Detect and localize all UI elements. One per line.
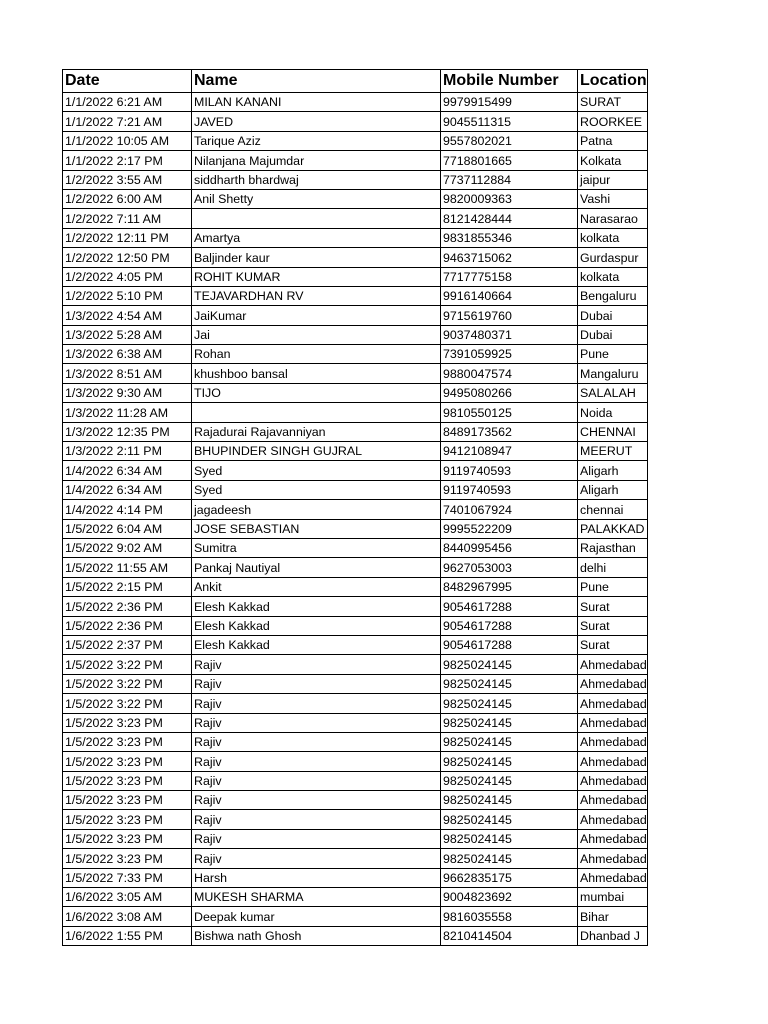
cell-mobile-number[interactable]: 9825024145 (441, 655, 578, 674)
cell-mobile-number[interactable]: 9825024145 (441, 771, 578, 790)
cell-location[interactable]: CHENNAI (578, 422, 648, 441)
cell-mobile-number[interactable]: 9825024145 (441, 674, 578, 693)
table-row (63, 383, 648, 402)
cell-name[interactable]: Pankaj Nautiyal (192, 558, 441, 577)
cell-date[interactable]: 1/4/2022 6:34 AM (63, 480, 192, 499)
table-row (63, 500, 648, 519)
cell-location[interactable]: Pune (578, 345, 648, 364)
cell-location[interactable]: Ahmedabad (578, 752, 648, 771)
cell-mobile-number[interactable]: 9054617288 (441, 597, 578, 616)
cell-mobile-number[interactable]: 9412108947 (441, 442, 578, 461)
table-row (63, 771, 648, 790)
cell-date[interactable]: 1/2/2022 12:11 PM (63, 228, 192, 247)
cell-name[interactable]: JOSE SEBASTIAN (192, 519, 441, 538)
cell-name[interactable]: Deepak kumar (192, 907, 441, 926)
cell-location[interactable]: Dubai (578, 306, 648, 325)
cell-name[interactable]: ROHIT KUMAR (192, 267, 441, 286)
cell-location[interactable]: Gurdaspur (578, 248, 648, 267)
cell-mobile-number[interactable]: 9054617288 (441, 616, 578, 635)
cell-date[interactable]: 1/5/2022 11:55 AM (63, 558, 192, 577)
cell-location[interactable]: jaipur (578, 170, 648, 189)
cell-location[interactable]: Ahmedabad (578, 713, 648, 732)
cell-date[interactable]: 1/1/2022 10:05 AM (63, 131, 192, 150)
cell-location[interactable]: Mangaluru (578, 364, 648, 383)
header-mobile-number: Mobile Number (441, 70, 578, 93)
cell-name[interactable]: Rajiv (192, 810, 441, 829)
cell-mobile-number[interactable]: 9825024145 (441, 791, 578, 810)
table-row (63, 112, 648, 131)
cell-date[interactable]: 1/5/2022 2:37 PM (63, 635, 192, 654)
table-row (63, 674, 648, 693)
cell-date[interactable]: 1/2/2022 12:50 PM (63, 248, 192, 267)
cell-date[interactable]: 1/6/2022 3:05 AM (63, 888, 192, 907)
cell-mobile-number[interactable]: 8482967995 (441, 577, 578, 596)
header-date: Date (63, 70, 192, 93)
cell-mobile-number[interactable]: 9820009363 (441, 189, 578, 208)
cell-mobile-number[interactable]: 9715619760 (441, 306, 578, 325)
cell-location[interactable]: Ahmedabad (578, 674, 648, 693)
cell-location[interactable]: Vashi (578, 189, 648, 208)
cell-mobile-number[interactable]: 9810550125 (441, 403, 578, 422)
cell-name[interactable]: Amartya (192, 228, 441, 247)
cell-date[interactable]: 1/5/2022 3:23 PM (63, 752, 192, 771)
table-row (63, 364, 648, 383)
table-row (63, 655, 648, 674)
cell-location[interactable]: Kolkata (578, 151, 648, 170)
table-row (63, 228, 648, 247)
cell-date[interactable]: 1/5/2022 2:36 PM (63, 597, 192, 616)
cell-name[interactable]: Rajadurai Rajavanniyan (192, 422, 441, 441)
table-row (63, 713, 648, 732)
table-row (63, 480, 648, 499)
cell-mobile-number[interactable]: 9825024145 (441, 713, 578, 732)
table-row (63, 888, 648, 907)
cell-name[interactable]: Bishwa nath Ghosh (192, 926, 441, 945)
cell-location[interactable]: Ahmedabad (578, 791, 648, 810)
cell-mobile-number[interactable]: 9495080266 (441, 383, 578, 402)
cell-date[interactable]: 1/1/2022 2:17 PM (63, 151, 192, 170)
cell-location[interactable]: Ahmedabad (578, 849, 648, 868)
cell-date[interactable]: 1/5/2022 3:22 PM (63, 655, 192, 674)
cell-mobile-number[interactable]: 7391059925 (441, 345, 578, 364)
table-row (63, 306, 648, 325)
cell-mobile-number[interactable]: 9825024145 (441, 732, 578, 751)
cell-date[interactable]: 1/5/2022 9:02 AM (63, 538, 192, 557)
cell-mobile-number[interactable]: 8210414504 (441, 926, 578, 945)
cell-name[interactable] (192, 209, 441, 228)
cell-mobile-number[interactable]: 9037480371 (441, 325, 578, 344)
cell-name[interactable]: Rajiv (192, 674, 441, 693)
cell-date[interactable]: 1/5/2022 3:23 PM (63, 810, 192, 829)
cell-date[interactable]: 1/3/2022 6:38 AM (63, 345, 192, 364)
cell-name[interactable]: Sumitra (192, 538, 441, 557)
cell-name[interactable]: Baljinder kaur (192, 248, 441, 267)
cell-name[interactable]: Harsh (192, 868, 441, 887)
cell-location[interactable]: Pune (578, 577, 648, 596)
cell-date[interactable]: 1/5/2022 3:23 PM (63, 713, 192, 732)
cell-name[interactable]: Syed (192, 480, 441, 499)
cell-date[interactable]: 1/6/2022 3:08 AM (63, 907, 192, 926)
cell-mobile-number[interactable]: 9825024145 (441, 694, 578, 713)
cell-name[interactable]: khushboo bansal (192, 364, 441, 383)
table-row (63, 209, 648, 228)
cell-date[interactable]: 1/3/2022 8:51 AM (63, 364, 192, 383)
cell-date[interactable]: 1/2/2022 6:00 AM (63, 189, 192, 208)
cell-date[interactable]: 1/2/2022 5:10 PM (63, 286, 192, 305)
cell-mobile-number[interactable]: 8440995456 (441, 538, 578, 557)
cell-date[interactable]: 1/5/2022 3:23 PM (63, 791, 192, 810)
cell-mobile-number[interactable]: 9463715062 (441, 248, 578, 267)
table-row (63, 538, 648, 557)
table-row (63, 577, 648, 596)
cell-name[interactable]: Anil Shetty (192, 189, 441, 208)
cell-location[interactable]: Ahmedabad (578, 694, 648, 713)
table-row (63, 403, 648, 422)
cell-date[interactable]: 1/6/2022 1:55 PM (63, 926, 192, 945)
table-row (63, 131, 648, 150)
cell-date[interactable]: 1/5/2022 3:22 PM (63, 694, 192, 713)
cell-name[interactable]: Tarique Aziz (192, 131, 441, 150)
cell-name[interactable]: Syed (192, 461, 441, 480)
cell-date[interactable]: 1/3/2022 11:28 AM (63, 403, 192, 422)
cell-location[interactable]: Bihar (578, 907, 648, 926)
table-body (63, 93, 648, 946)
table-row (63, 170, 648, 189)
cell-name[interactable] (192, 403, 441, 422)
cell-name[interactable]: Nilanjana Majumdar (192, 151, 441, 170)
cell-mobile-number[interactable]: 9627053003 (441, 558, 578, 577)
cell-date[interactable]: 1/5/2022 7:33 PM (63, 868, 192, 887)
cell-date[interactable]: 1/5/2022 3:22 PM (63, 674, 192, 693)
cell-mobile-number[interactable]: 9557802021 (441, 131, 578, 150)
cell-mobile-number[interactable]: 7717775158 (441, 267, 578, 286)
table-row (63, 907, 648, 926)
cell-location[interactable]: Patna (578, 131, 648, 150)
cell-location[interactable]: Surat (578, 616, 648, 635)
cell-date[interactable]: 1/3/2022 2:11 PM (63, 442, 192, 461)
cell-date[interactable]: 1/5/2022 3:23 PM (63, 829, 192, 848)
table-row (63, 286, 648, 305)
table-row (63, 752, 648, 771)
cell-location[interactable]: ROORKEE (578, 112, 648, 131)
cell-location[interactable]: Dubai (578, 325, 648, 344)
cell-mobile-number[interactable]: 9825024145 (441, 849, 578, 868)
cell-mobile-number[interactable]: 7401067924 (441, 500, 578, 519)
cell-mobile-number[interactable]: 7718801665 (441, 151, 578, 170)
cell-location[interactable]: chennai (578, 500, 648, 519)
table-row (63, 694, 648, 713)
cell-location[interactable]: Narasarao (578, 209, 648, 228)
header-name: Name (192, 70, 441, 93)
cell-date[interactable]: 1/5/2022 6:04 AM (63, 519, 192, 538)
cell-location[interactable]: Noida (578, 403, 648, 422)
cell-mobile-number[interactable]: 9825024145 (441, 810, 578, 829)
cell-location[interactable]: kolkata (578, 267, 648, 286)
cell-date[interactable]: 1/3/2022 4:54 AM (63, 306, 192, 325)
table-row (63, 267, 648, 286)
cell-date[interactable]: 1/5/2022 3:23 PM (63, 771, 192, 790)
cell-mobile-number[interactable]: 9119740593 (441, 461, 578, 480)
cell-location[interactable]: SALALAH (578, 383, 648, 402)
cell-location[interactable]: kolkata (578, 228, 648, 247)
cell-location[interactable]: Rajasthan (578, 538, 648, 557)
table-row (63, 345, 648, 364)
cell-date[interactable]: 1/2/2022 7:11 AM (63, 209, 192, 228)
cell-location[interactable]: PALAKKAD (578, 519, 648, 538)
cell-mobile-number[interactable]: 9119740593 (441, 480, 578, 499)
table-row (63, 151, 648, 170)
cell-name[interactable]: MILAN KANANI (192, 93, 441, 112)
cell-name[interactable]: Elesh Kakkad (192, 597, 441, 616)
table-row (63, 616, 648, 635)
cell-date[interactable]: 1/1/2022 7:21 AM (63, 112, 192, 131)
cell-name[interactable]: Elesh Kakkad (192, 616, 441, 635)
cell-name[interactable]: Rajiv (192, 655, 441, 674)
cell-location[interactable]: delhi (578, 558, 648, 577)
cell-date[interactable]: 1/5/2022 2:36 PM (63, 616, 192, 635)
table-row (63, 325, 648, 344)
cell-name[interactable]: Ankit (192, 577, 441, 596)
cell-mobile-number[interactable]: 9880047574 (441, 364, 578, 383)
cell-location[interactable]: Aligarh (578, 461, 648, 480)
cell-name[interactable]: Rajiv (192, 713, 441, 732)
cell-date[interactable]: 1/5/2022 2:15 PM (63, 577, 192, 596)
cell-mobile-number[interactable]: 8489173562 (441, 422, 578, 441)
cell-mobile-number[interactable]: 8121428444 (441, 209, 578, 228)
cell-name[interactable]: Elesh Kakkad (192, 635, 441, 654)
cell-location[interactable]: Dhanbad J (578, 926, 648, 945)
cell-name[interactable]: Rajiv (192, 849, 441, 868)
table-row (63, 558, 648, 577)
cell-name[interactable]: Rajiv (192, 829, 441, 848)
cell-name[interactable]: JAVED (192, 112, 441, 131)
table-row (63, 597, 648, 616)
table-row (63, 248, 648, 267)
cell-date[interactable]: 1/5/2022 3:23 PM (63, 732, 192, 751)
table-row (63, 422, 648, 441)
cell-date[interactable]: 1/3/2022 9:30 AM (63, 383, 192, 402)
table-row (63, 189, 648, 208)
table-row (63, 810, 648, 829)
cell-location[interactable]: Ahmedabad (578, 829, 648, 848)
cell-location[interactable]: Ahmedabad (578, 655, 648, 674)
table-row (63, 635, 648, 654)
cell-mobile-number[interactable]: 9825024145 (441, 829, 578, 848)
cell-name[interactable]: MUKESH SHARMA (192, 888, 441, 907)
table-row (63, 93, 648, 112)
records-table (62, 69, 648, 946)
cell-name[interactable]: jagadeesh (192, 500, 441, 519)
header-location: Location (578, 70, 648, 93)
cell-name[interactable]: siddharth bhardwaj (192, 170, 441, 189)
table-row (63, 732, 648, 751)
cell-location[interactable]: Surat (578, 635, 648, 654)
cell-mobile-number[interactable]: 9662835175 (441, 868, 578, 887)
cell-mobile-number[interactable]: 7737112884 (441, 170, 578, 189)
cell-location[interactable]: Bengaluru (578, 286, 648, 305)
table-row (63, 829, 648, 848)
cell-location[interactable]: SURAT (578, 93, 648, 112)
cell-name[interactable]: Jai (192, 325, 441, 344)
cell-location[interactable]: Ahmedabad (578, 810, 648, 829)
cell-date[interactable]: 1/4/2022 4:14 PM (63, 500, 192, 519)
cell-date[interactable]: 1/5/2022 3:23 PM (63, 849, 192, 868)
cell-name[interactable]: Rajiv (192, 791, 441, 810)
cell-mobile-number[interactable]: 9004823692 (441, 888, 578, 907)
cell-mobile-number[interactable]: 9816035558 (441, 907, 578, 926)
cell-name[interactable]: TIJO (192, 383, 441, 402)
cell-date[interactable]: 1/3/2022 5:28 AM (63, 325, 192, 344)
cell-mobile-number[interactable]: 9054617288 (441, 635, 578, 654)
cell-name[interactable]: Rajiv (192, 694, 441, 713)
table-row (63, 791, 648, 810)
table-row (63, 868, 648, 887)
cell-date[interactable]: 1/2/2022 3:55 AM (63, 170, 192, 189)
cell-date[interactable]: 1/3/2022 12:35 PM (63, 422, 192, 441)
cell-location[interactable]: Ahmedabad (578, 732, 648, 751)
cell-date[interactable]: 1/1/2022 6:21 AM (63, 93, 192, 112)
header-row (63, 70, 648, 93)
cell-location[interactable]: Ahmedabad (578, 771, 648, 790)
table-row (63, 849, 648, 868)
cell-location[interactable]: Ahmedabad (578, 868, 648, 887)
table-row (63, 926, 648, 945)
cell-location[interactable]: Surat (578, 597, 648, 616)
cell-name[interactable]: BHUPINDER SINGH GUJRAL (192, 442, 441, 461)
table-row (63, 442, 648, 461)
spreadsheet-page (62, 69, 648, 946)
table-row (63, 519, 648, 538)
cell-mobile-number[interactable]: 9825024145 (441, 752, 578, 771)
cell-name[interactable]: JaiKumar (192, 306, 441, 325)
cell-name[interactable]: TEJAVARDHAN RV (192, 286, 441, 305)
cell-date[interactable]: 1/2/2022 4:05 PM (63, 267, 192, 286)
cell-mobile-number[interactable]: 9831855346 (441, 228, 578, 247)
cell-location[interactable]: MEERUT (578, 442, 648, 461)
cell-name[interactable]: Rajiv (192, 752, 441, 771)
cell-mobile-number[interactable]: 9916140664 (441, 286, 578, 305)
cell-location[interactable]: Aligarh (578, 480, 648, 499)
cell-mobile-number[interactable]: 9995522209 (441, 519, 578, 538)
cell-name[interactable]: Rohan (192, 345, 441, 364)
table-row (63, 461, 648, 480)
cell-date[interactable]: 1/4/2022 6:34 AM (63, 461, 192, 480)
cell-mobile-number[interactable]: 9045511315 (441, 112, 578, 131)
cell-name[interactable]: Rajiv (192, 732, 441, 751)
cell-mobile-number[interactable]: 9979915499 (441, 93, 578, 112)
cell-name[interactable]: Rajiv (192, 771, 441, 790)
cell-location[interactable]: mumbai (578, 888, 648, 907)
